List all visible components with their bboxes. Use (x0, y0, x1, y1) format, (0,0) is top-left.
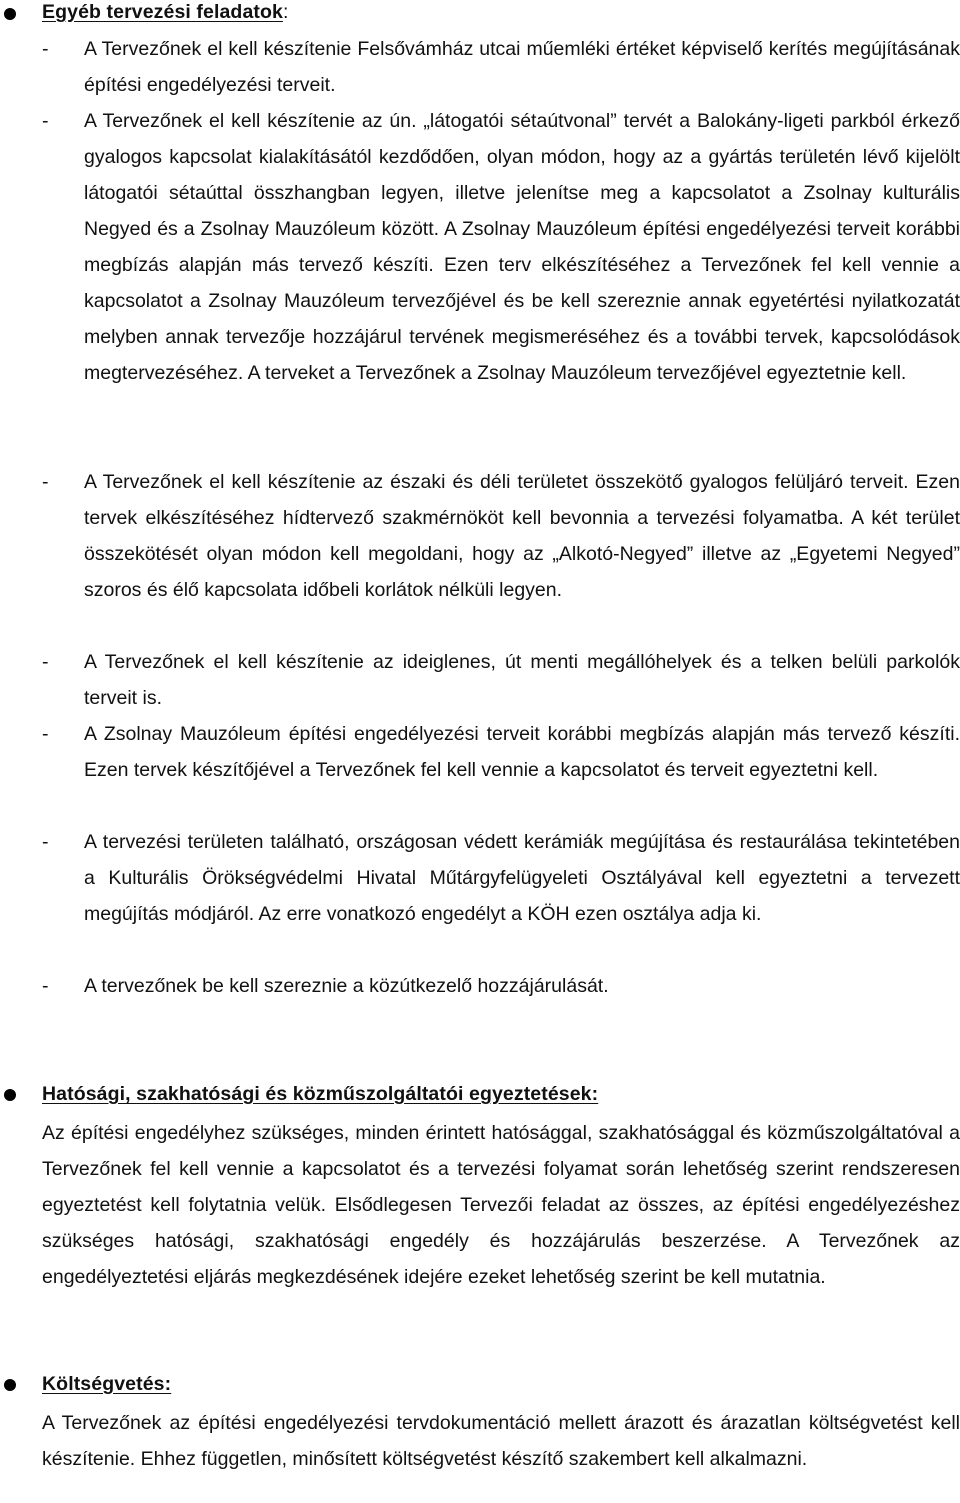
section-heading-colon: : (282, 1, 289, 23)
list-item-text: A tervezőnek be kell szereznie a közútkezelő hozzájárulását. (84, 975, 609, 997)
list-dash: - (42, 38, 49, 60)
section-heading (42, 1, 288, 24)
list-dash: - (42, 651, 49, 673)
bullet-icon (4, 8, 16, 20)
section-heading (42, 1373, 171, 1396)
list-dash: - (42, 723, 49, 745)
section-heading-text: Egyéb tervezési feladatok (42, 1, 283, 23)
list-dash: - (42, 471, 49, 493)
list-item-text: A Tervezőnek el kell készítenie Felsővámház utcai műemléki értéket képviselő kerítés megújításának építési engedélyezési terveit. (84, 38, 960, 96)
section-paragraph: Az építési engedélyhez szükséges, minden érintett hatósággal, szakhatósággal és közműszolgáltatóval a Tervezőnek fel kell vennie a kapcsolatot és a tervezési folyamat során lehetőség szerint rendszeresen egyeztetést kell folytatnia velük. Elsődlegesen Tervezői feladat az összes, az építési engedélyezéshez szükséges hatósági, szakhatósági engedély és hozzájárulás beszerzése. A Tervezőnek az engedélyeztetési eljárás megkezdésének idejére ezeket lehetőség szerint be kell mutatnia. (42, 1122, 960, 1288)
list-dash: - (42, 831, 49, 853)
bullet-icon (4, 1379, 16, 1391)
list-item-text: A tervezési területen található, országosan védett kerámiák megújítása és restaurálása tekintetében a Kulturális Örökségvédelmi Hivatal Műtárgyfelügyeleti Osztályával kell egyeztetni a tervezett megújítás módjáról. Az erre vonatkozó engedélyt a KÖH ezen osztálya adja ki. (84, 831, 960, 925)
section-heading-text: Költségvetés: (42, 1373, 172, 1395)
list-item-text: A Tervezőnek el kell készítenie az ideiglenes, út menti megállóhelyek és a telken belüli parkolók terveit is. (84, 651, 960, 709)
list-dash: - (42, 975, 49, 997)
list-dash: - (42, 110, 49, 132)
section-heading-text: Hatósági, szakhatósági és közműszolgáltatói egyeztetések: (42, 1083, 599, 1105)
bullet-icon (4, 1089, 16, 1101)
list-item-text: A Tervezőnek el kell készítenie az ún. „látogatói sétaútvonal” tervét a Balokány-ligeti parkból érkező gyalogos kapcsolat kialakításától kezdődően, olyan módon, hogy az a gyártás területén lévő kijelölt látogatói sétaúttal összhangban legyen, illetve jelenítse meg a kapcsolatot a Zsolnay kulturális Negyed és a Zsolnay Mauzóleum között. A Zsolnay Mauzóleum építési engedélyezési terveit korábbi megbízás alapján más tervező készíti. Ezen terv elkészítéséhez a Tervezőnek fel kell vennie a kapcsolatot a Zsolnay Mauzóleum tervezőjével és be kell szereznie annak egyetértési nyilatkozatát melyben annak tervezője hozzájárul tervének megismeréséhez és a további tervek, kapcsolódások megtervezéséhez. A terveket a Tervezőnek a Zsolnay Mauzóleum tervezőjével egyeztetnie kell. (84, 110, 960, 384)
section-paragraph: A Tervezőnek az építési engedélyezési tervdokumentáció mellett árazott és árazatlan költségvetést kell készítenie. Ehhez független, minősített költségvetést készítő szakembert kell alkalmazni. (42, 1412, 960, 1470)
list-item-text: A Zsolnay Mauzóleum építési engedélyezési terveit korábbi megbízás alapján más tervező készíti. Ezen tervek készítőjével a Tervezőnek fel kell vennie a kapcsolatot és terveit egyeztetni kell. (84, 723, 960, 781)
list-item-text: A Tervezőnek el kell készítenie az északi és déli területet összekötő gyalogos felüljáró terveit. Ezen tervek elkészítéséhez hídtervező szakmérnököt kell bevonnia a tervezési folyamatba. A két terület összekötését olyan módon kell megoldani, hogy az „Alkotó-Negyed” illetve az „Egyetemi Negyed” szoros és élő kapcsolata időbeli korlátok nélküli legyen. (84, 471, 960, 601)
section-heading (42, 1083, 598, 1106)
